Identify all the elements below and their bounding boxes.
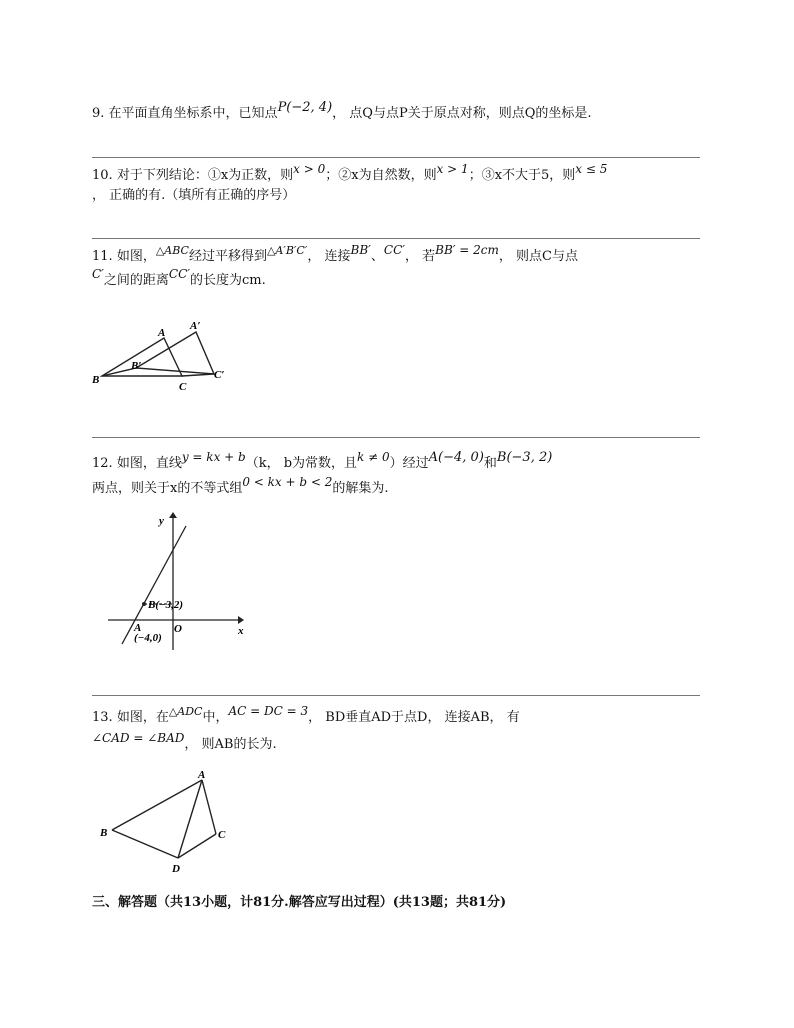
point-b-label: B(−3,2)	[148, 599, 184, 611]
label-c: C	[179, 381, 187, 393]
y-axis-arrow	[169, 512, 177, 518]
question-11: 11. 如图，$^{\triangle ABC}$经过平移得到$^{\triangle A'B'C'}$， 连接BB′、CC′， 若BB′ = 2cm， 则点C与点	[92, 243, 578, 264]
math-expression: x > 0	[293, 162, 326, 176]
math-expression: y = kx + b	[181, 450, 246, 464]
label-c: C	[218, 829, 226, 841]
math-expression: CC′	[168, 267, 191, 281]
divider	[92, 437, 700, 438]
origin-label: O	[174, 623, 182, 635]
math-expression: △ABC	[155, 244, 189, 257]
point-a-coord-label: (−4,0)	[134, 632, 162, 644]
question-9: 9. 在平面直角坐标系中，已知点P(−2, 4)， 点Q与点P关于原点对称，则点Q的坐标是.	[92, 100, 592, 121]
x-axis-label: x	[238, 625, 244, 637]
question-number: 10.	[92, 168, 117, 183]
segment-bd	[112, 830, 178, 858]
label-c-prime: C′	[214, 369, 225, 381]
question-10-line-2: ， 正确的有.（填所有正确的序号）	[92, 188, 296, 203]
math-expression: △ADC	[168, 705, 203, 718]
math-expression: k ≠ 0	[357, 450, 390, 464]
math-expression: BB′ = 2cm	[435, 243, 499, 257]
divider	[92, 695, 700, 696]
question-number: 9.	[92, 106, 109, 121]
math-expression: 0 < kx + b < 2	[242, 475, 333, 489]
math-expression: BB′	[350, 243, 371, 257]
math-expression: P(−2, 4)	[277, 100, 333, 115]
divider	[92, 157, 700, 158]
triangle-a-prime-b-prime-c-prime	[136, 332, 214, 374]
math-expression: CC′	[383, 243, 405, 257]
question-number: 12.	[92, 456, 117, 471]
math-expression: x > 1	[436, 162, 469, 176]
math-expression: A(−4, 0)	[428, 450, 484, 465]
label-b: B	[92, 374, 100, 386]
section-heading: 三、解答题（共13小题，计81分.解答应写出过程）(共13题；共81分)	[92, 895, 507, 910]
math-expression: AC = DC = 3	[228, 704, 309, 718]
question-number: 11.	[92, 249, 117, 264]
label-b-prime: B′	[131, 360, 142, 372]
question-12: 12. 如图，直线y = kx + b（k， b为常数，且k ≠ 0）经过A(−4, 0)和B(−3, 2)	[92, 450, 553, 471]
question-13: 13. 如图，在$^{\triangle ADC}$中，AC = DC = 3， BD垂直AD于点D， 连接AB， 有	[92, 704, 520, 725]
math-expression: x ≤ 5	[575, 162, 608, 176]
math-expression: B(−3, 2)	[496, 450, 553, 465]
label-d: D	[172, 863, 180, 875]
question-12-line-2: 两点，则关于x的不等式组0 < kx + b < 2的解集为.	[92, 475, 389, 496]
point-b	[142, 602, 146, 606]
line-graph-figure	[100, 510, 250, 652]
label-a: A	[198, 769, 206, 781]
divider	[92, 238, 700, 239]
triangle-figure	[96, 766, 236, 878]
x-axis-arrow	[238, 616, 244, 624]
label-a: A	[158, 327, 166, 339]
label-a-prime: A′	[190, 320, 201, 332]
math-expression: ∠CAD = ∠BAD	[92, 731, 185, 745]
point-a-label: A	[134, 622, 142, 634]
question-10: 10. 对于下列结论：①x为正数，则x > 0；②x为自然数，则x > 1；③x不大于5，则x ≤ 5	[92, 162, 608, 183]
segment-ac	[202, 780, 216, 834]
question-number: 13.	[92, 710, 117, 725]
math-expression: △A′B′C′	[266, 244, 308, 257]
translation-figure	[90, 312, 250, 397]
y-axis-label: y	[159, 515, 164, 527]
math-expression: C′	[92, 267, 104, 281]
segment-cc-prime	[182, 374, 214, 376]
question-13-line-2: ∠CAD = ∠BAD， 则AB的长为.	[92, 731, 277, 752]
question-11-line-2: C′之间的距离CC′的长度为cm.	[92, 267, 266, 288]
label-b: B	[100, 827, 108, 839]
